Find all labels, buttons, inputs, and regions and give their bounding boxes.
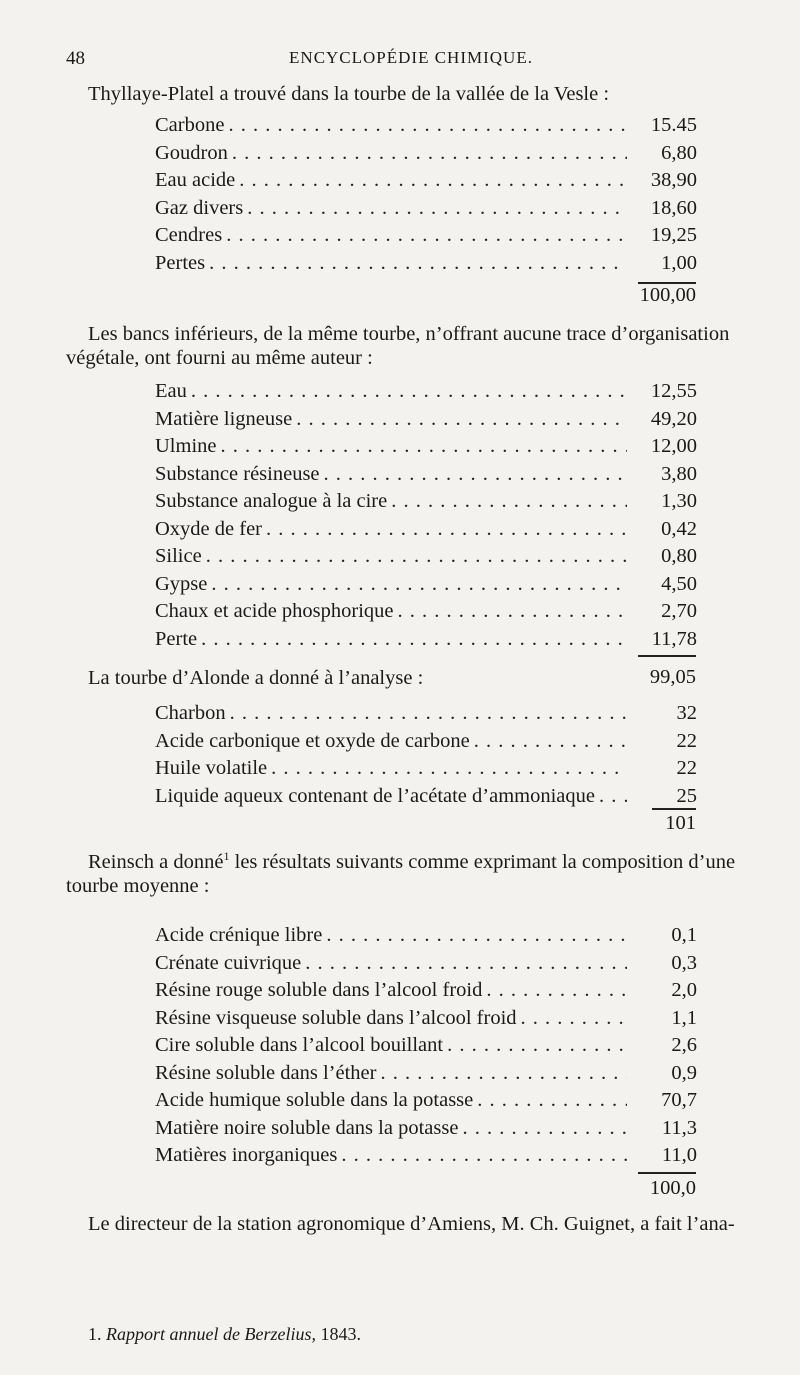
table-alonde (155, 702, 697, 812)
paragraph-line: Les bancs inférieurs, de la même tourbe, n’offrant aucune trace d’organisation (88, 323, 730, 345)
row-label: Matières inorganiques (155, 1144, 338, 1166)
row-value: 1,1 (671, 1006, 697, 1029)
row-value: 0,3 (671, 951, 697, 974)
running-title: ENCYCLOPÉDIE CHIMIQUE. (289, 48, 533, 67)
row-label: Charbon (155, 702, 226, 724)
row-label: Résine visqueuse soluble dans l’alcool froid (155, 1006, 517, 1029)
row-label: Gaz divers (155, 196, 244, 219)
row-label: Ulmine (155, 435, 217, 457)
paragraph (66, 850, 786, 898)
row-value: 12,55 (650, 380, 697, 402)
table-vesle (155, 114, 697, 279)
table-row (155, 600, 697, 628)
footnote-year: 1843. (320, 1324, 361, 1344)
table-row (155, 1062, 697, 1090)
table-total: 99,05 (649, 666, 696, 688)
row-label: Carbone (155, 114, 225, 136)
row-value: 15.45 (650, 114, 697, 136)
row-value: 12,00 (650, 435, 697, 457)
table-row (155, 1007, 697, 1035)
row-value: 0,1 (671, 924, 697, 946)
row-label: Gypse (155, 572, 208, 595)
row-label: Résine soluble dans l’éther (155, 1061, 377, 1084)
paragraph-line: tourbe moyenne : (66, 875, 210, 897)
row-label: Perte (155, 627, 198, 650)
table-row (155, 252, 697, 280)
table-row (155, 408, 697, 436)
row-value: 19,25 (650, 224, 697, 246)
paragraph: La tourbe d’Alonde a donné à l’analyse : (88, 667, 424, 689)
table-row (155, 169, 697, 197)
table-row (155, 518, 697, 546)
table-row (155, 380, 697, 408)
row-label: Silice (155, 545, 202, 567)
paragraph-text: les résultats suivants comme exprimant la composition d’une (229, 851, 736, 873)
row-label: Cire soluble dans l’alcool bouillant (155, 1034, 444, 1056)
paragraph: Le directeur de la station agronomique d’Amiens, M. Ch. Guignet, a fait l’ana- (88, 1213, 735, 1235)
row-label: Acide crénique libre (155, 924, 323, 946)
table-row (155, 114, 697, 142)
row-label: Goudron (155, 141, 228, 164)
paragraph (66, 322, 786, 370)
row-label: Pertes (155, 251, 206, 274)
row-value: 11,0 (661, 1144, 697, 1166)
row-label: Acide humique soluble dans la potasse (155, 1089, 474, 1111)
table-row (155, 573, 697, 601)
table-row (155, 545, 697, 573)
table-row (155, 490, 697, 518)
table-row (155, 224, 697, 252)
table-row (155, 757, 697, 785)
row-value: 0,42 (661, 517, 697, 540)
row-label: Substance résineuse (155, 462, 320, 485)
table-row (155, 628, 697, 656)
table-lower-beds (155, 380, 697, 655)
table-row (155, 979, 697, 1007)
row-label: Cendres (155, 224, 223, 246)
paragraph-line (66, 850, 786, 874)
footnote-ref: 1 (223, 849, 230, 864)
table-total: 100,00 (639, 284, 696, 306)
row-value: 2,70 (661, 600, 697, 622)
table-row (155, 1089, 697, 1117)
paragraph-line: végétale, ont fourni au même auteur : (66, 347, 373, 369)
row-value: 32 (676, 702, 697, 724)
table-row (155, 1117, 697, 1145)
row-value: 1,00 (661, 251, 697, 274)
table-row (155, 952, 697, 980)
row-value: 22 (676, 757, 697, 779)
row-label: Eau (155, 380, 187, 402)
row-value: 0,80 (661, 545, 697, 567)
table-row (155, 730, 697, 758)
row-value: 11,78 (651, 627, 697, 650)
row-label: Acide carbonique et oxyde de carbone (155, 729, 470, 752)
table-total: 101 (665, 812, 696, 834)
table-row (155, 463, 697, 491)
row-value: 38,90 (650, 169, 697, 191)
row-label: Chaux et acide phosphorique (155, 600, 394, 622)
table-total: 100,0 (649, 1177, 696, 1199)
sum-rule (652, 808, 696, 810)
sum-rule (638, 1172, 696, 1174)
footnote-title: Rapport annuel de Berzelius, (106, 1324, 316, 1344)
row-value: 18,60 (650, 196, 697, 219)
row-label: Oxyde de fer (155, 517, 263, 540)
table-row (155, 1034, 697, 1062)
page-number: 48 (66, 48, 85, 69)
row-value: 0,9 (671, 1061, 697, 1084)
row-value: 6,80 (661, 141, 697, 164)
row-label: Eau acide (155, 169, 236, 191)
row-label: Résine rouge soluble dans l’alcool froid (155, 979, 483, 1001)
table-row (155, 702, 697, 730)
table-row (155, 1144, 697, 1172)
table-row (155, 924, 697, 952)
row-label: Crénate cuivrique (155, 951, 302, 974)
sum-rule (638, 655, 696, 657)
row-value: 49,20 (650, 407, 697, 430)
row-value: 11,3 (661, 1116, 697, 1139)
table-row (155, 785, 697, 813)
page-header (66, 48, 756, 76)
row-value: 2,0 (671, 979, 697, 1001)
row-value: 22 (676, 729, 697, 752)
row-value: 3,80 (661, 462, 697, 485)
footnote-number: 1. (88, 1324, 102, 1344)
table-row (155, 142, 697, 170)
row-value: 4,50 (661, 572, 697, 595)
table-reinsch (155, 924, 697, 1172)
intro-paragraph: Thyllaye-Platel a trouvé dans la tourbe de la vallée de la Vesle : (88, 83, 610, 105)
paragraph-text: Reinsch a donné (88, 851, 224, 873)
row-label: Matière ligneuse (155, 407, 293, 430)
row-label: Liquide aqueux contenant de l’acétate d’ammoniaque (155, 784, 595, 807)
row-label: Matière noire soluble dans la potasse (155, 1116, 459, 1139)
table-row (155, 197, 697, 225)
row-label: Huile volatile (155, 757, 268, 779)
row-value: 25 (676, 784, 697, 807)
row-value: 70,7 (661, 1089, 697, 1111)
row-value: 1,30 (661, 490, 697, 512)
table-row (155, 435, 697, 463)
footnote (88, 1324, 361, 1345)
row-label: Substance analogue à la cire (155, 490, 388, 512)
row-value: 2,6 (671, 1034, 697, 1056)
